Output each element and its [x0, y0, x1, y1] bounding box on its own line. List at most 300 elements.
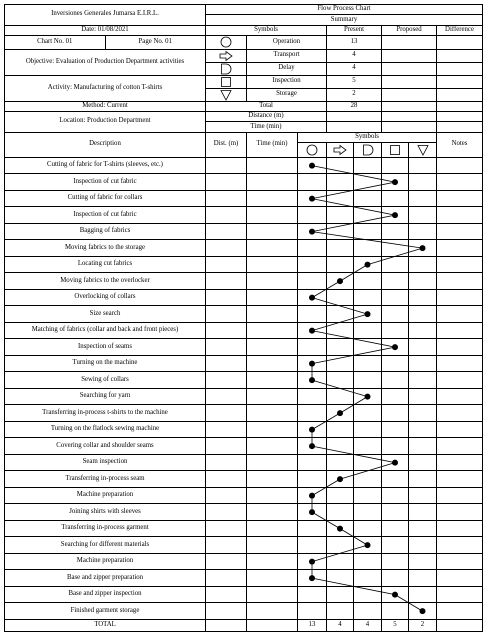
step-time — [247, 306, 298, 323]
step-time — [247, 421, 298, 438]
step-notes — [437, 405, 483, 422]
step-symbol-cell — [409, 289, 437, 306]
step-time — [247, 487, 298, 504]
step-notes — [437, 504, 483, 521]
page-number: Page No. 01 — [138, 37, 172, 45]
step-distance — [206, 421, 247, 438]
step-notes — [437, 570, 483, 587]
step-row — [5, 306, 483, 323]
step-symbol-cell — [354, 190, 382, 207]
step-symbol-cell — [409, 504, 437, 521]
step-time — [247, 537, 298, 554]
step-symbol-cell — [409, 471, 437, 488]
step-symbol-cell — [354, 405, 382, 422]
step-symbol-cell — [382, 504, 409, 521]
step-distance — [206, 553, 247, 570]
step-time — [247, 256, 298, 273]
step-symbol-cell — [382, 372, 409, 389]
step-description: Machine preparation — [5, 553, 206, 570]
step-row — [5, 388, 483, 405]
step-symbol-cell — [298, 157, 327, 174]
step-row — [5, 586, 483, 603]
summary-label-storage: Storage — [247, 88, 327, 101]
step-description: Locating cut fabrics — [5, 256, 206, 273]
step-distance — [206, 504, 247, 521]
step-symbol-cell — [327, 240, 354, 257]
step-row — [5, 355, 483, 372]
step-symbol-cell — [409, 553, 437, 570]
step-symbol-cell — [354, 256, 382, 273]
step-distance — [206, 240, 247, 257]
symbols-col-header: Symbols — [206, 25, 327, 35]
step-symbol-cell — [382, 223, 409, 240]
step-time — [247, 520, 298, 537]
step-symbol-cell — [354, 520, 382, 537]
step-distance — [206, 190, 247, 207]
flow-process-table — [4, 4, 483, 632]
step-time — [247, 438, 298, 455]
col-operation-icon — [298, 142, 327, 157]
step-symbol-cell — [409, 537, 437, 554]
step-symbol-cell — [327, 570, 354, 587]
step-description: Seam inspection — [5, 454, 206, 471]
step-description: Size search — [5, 306, 206, 323]
step-symbol-cell — [409, 603, 437, 620]
step-notes — [437, 553, 483, 570]
step-symbol-cell — [409, 454, 437, 471]
step-symbol-cell — [354, 504, 382, 521]
step-row — [5, 454, 483, 471]
step-symbol-cell — [298, 471, 327, 488]
step-distance — [206, 586, 247, 603]
total-count: 4 — [327, 619, 354, 631]
step-distance — [206, 454, 247, 471]
summary-present-delay: 4 — [327, 62, 382, 75]
step-symbol-cell — [327, 207, 354, 224]
step-symbol-cell — [354, 355, 382, 372]
step-time — [247, 157, 298, 174]
step-symbol-cell — [327, 174, 354, 191]
step-symbol-cell — [327, 355, 354, 372]
step-symbol-cell — [354, 157, 382, 174]
proposed-col-header: Proposed — [382, 25, 437, 35]
step-symbol-cell — [354, 273, 382, 290]
step-symbol-cell — [327, 289, 354, 306]
step-symbol-cell — [409, 223, 437, 240]
step-symbol-cell — [327, 520, 354, 537]
step-distance — [206, 289, 247, 306]
step-symbol-cell — [298, 553, 327, 570]
step-symbol-cell — [298, 405, 327, 422]
step-symbol-cell — [327, 471, 354, 488]
step-symbol-cell — [298, 355, 327, 372]
transport-arrow-icon — [206, 49, 247, 62]
step-distance — [206, 520, 247, 537]
step-symbol-cell — [354, 372, 382, 389]
time-label: Time (min) — [206, 122, 327, 132]
step-notes — [437, 586, 483, 603]
step-symbol-cell — [298, 504, 327, 521]
step-symbol-cell — [298, 537, 327, 554]
step-notes — [437, 372, 483, 389]
symbols-group-header: Symbols — [298, 132, 437, 142]
step-distance — [206, 372, 247, 389]
step-symbol-cell — [382, 322, 409, 339]
step-symbol-cell — [354, 537, 382, 554]
step-row — [5, 471, 483, 488]
step-symbol-cell — [327, 553, 354, 570]
step-symbol-cell — [327, 322, 354, 339]
step-symbol-cell — [382, 306, 409, 323]
step-description: Moving fabrics to the overlocker — [5, 273, 206, 290]
step-symbol-cell — [298, 273, 327, 290]
step-description: Searching for different materials — [5, 537, 206, 554]
step-row — [5, 240, 483, 257]
step-time — [247, 553, 298, 570]
step-symbol-cell — [298, 438, 327, 455]
step-symbol-cell — [298, 372, 327, 389]
step-row — [5, 289, 483, 306]
summary-total-present: 28 — [327, 101, 382, 111]
step-symbol-cell — [409, 372, 437, 389]
step-symbol-cell — [409, 438, 437, 455]
step-symbol-cell — [382, 273, 409, 290]
step-time — [247, 388, 298, 405]
step-symbol-cell — [354, 454, 382, 471]
step-symbol-cell — [409, 520, 437, 537]
present-col-header: Present — [327, 25, 382, 35]
step-row — [5, 603, 483, 620]
step-symbol-cell — [354, 174, 382, 191]
step-symbol-cell — [298, 207, 327, 224]
step-time — [247, 570, 298, 587]
step-symbol-cell — [354, 306, 382, 323]
step-distance — [206, 339, 247, 356]
step-notes — [437, 174, 483, 191]
step-notes — [437, 454, 483, 471]
step-symbol-cell — [298, 223, 327, 240]
total-count: 2 — [409, 619, 437, 631]
step-time — [247, 273, 298, 290]
step-notes — [437, 256, 483, 273]
step-row — [5, 438, 483, 455]
step-symbol-cell — [409, 157, 437, 174]
description-col-header: Description — [5, 132, 206, 157]
step-row — [5, 339, 483, 356]
step-distance — [206, 438, 247, 455]
step-symbol-cell — [298, 454, 327, 471]
step-description: Bagging of fabrics — [5, 223, 206, 240]
step-symbol-cell — [298, 388, 327, 405]
step-distance — [206, 157, 247, 174]
step-description: Sewing of collars — [5, 372, 206, 389]
step-symbol-cell — [382, 586, 409, 603]
step-symbol-cell — [409, 240, 437, 257]
step-row — [5, 520, 483, 537]
step-symbol-cell — [327, 339, 354, 356]
step-symbol-cell — [327, 421, 354, 438]
step-time — [247, 405, 298, 422]
step-description: Inspection of seams — [5, 339, 206, 356]
step-distance — [206, 570, 247, 587]
time-col-header: Time (min) — [247, 132, 298, 157]
step-symbol-cell — [409, 405, 437, 422]
step-symbol-cell — [298, 306, 327, 323]
step-symbol-cell — [298, 289, 327, 306]
step-symbol-cell — [409, 207, 437, 224]
step-description: Searching for yarn — [5, 388, 206, 405]
step-symbol-cell — [327, 388, 354, 405]
step-symbol-cell — [382, 207, 409, 224]
operation-icon — [206, 35, 247, 49]
step-symbol-cell — [382, 289, 409, 306]
step-description: Transferring in-process t-shirts to the machine — [5, 405, 206, 422]
step-notes — [437, 537, 483, 554]
step-symbol-cell — [298, 487, 327, 504]
step-symbol-cell — [298, 174, 327, 191]
step-time — [247, 174, 298, 191]
step-symbol-cell — [409, 273, 437, 290]
step-symbol-cell — [382, 438, 409, 455]
total-count: 4 — [354, 619, 382, 631]
step-description: Inspection of cut fabric — [5, 174, 206, 191]
step-symbol-cell — [382, 339, 409, 356]
step-row — [5, 570, 483, 587]
step-notes — [437, 339, 483, 356]
step-row — [5, 537, 483, 554]
step-symbol-cell — [327, 306, 354, 323]
summary-label-inspection: Inspection — [247, 75, 327, 88]
step-symbol-cell — [382, 570, 409, 587]
step-description: Machine preparation — [5, 487, 206, 504]
step-description: Moving fabrics to the storage — [5, 240, 206, 257]
step-symbol-cell — [409, 190, 437, 207]
step-description: Matching of fabrics (collar and back and front pieces) — [5, 322, 206, 339]
step-description: Cutting of fabric for collars — [5, 190, 206, 207]
col-inspection-square-icon — [382, 142, 409, 157]
step-notes — [437, 487, 483, 504]
dist-col-header: Dist. (m) — [206, 132, 247, 157]
step-notes — [437, 322, 483, 339]
step-time — [247, 322, 298, 339]
step-symbol-cell — [327, 190, 354, 207]
objective-cell: Objective: Evaluation of Production Department activities — [5, 49, 206, 75]
step-symbol-cell — [382, 174, 409, 191]
step-symbol-cell — [354, 223, 382, 240]
step-notes — [437, 289, 483, 306]
step-symbol-cell — [354, 487, 382, 504]
step-symbol-cell — [327, 256, 354, 273]
step-distance — [206, 537, 247, 554]
step-symbol-cell — [327, 223, 354, 240]
step-symbol-cell — [327, 405, 354, 422]
step-symbol-cell — [298, 421, 327, 438]
step-symbol-cell — [409, 487, 437, 504]
step-time — [247, 355, 298, 372]
step-time — [247, 207, 298, 224]
method-cell: Method: Current — [5, 101, 206, 111]
company-name: Inversiones Generales Jumarsa E.I.R.L. — [5, 5, 206, 26]
chart-title: Flow Process Chart — [206, 5, 483, 15]
difference-col-header: Difference — [437, 25, 483, 35]
chart-number: Chart No. 01 — [5, 36, 106, 49]
step-symbol-cell — [382, 603, 409, 620]
step-symbol-cell — [327, 157, 354, 174]
step-symbol-cell — [409, 256, 437, 273]
step-time — [247, 240, 298, 257]
step-row — [5, 322, 483, 339]
step-distance — [206, 471, 247, 488]
step-row — [5, 223, 483, 240]
step-notes — [437, 207, 483, 224]
step-distance — [206, 603, 247, 620]
step-description: Overlocking of collars — [5, 289, 206, 306]
step-distance — [206, 207, 247, 224]
step-symbol-cell — [298, 240, 327, 257]
step-distance — [206, 273, 247, 290]
step-symbol-cell — [409, 421, 437, 438]
step-symbol-cell — [327, 537, 354, 554]
summary-total-label: Total — [206, 101, 327, 111]
step-notes — [437, 421, 483, 438]
step-notes — [437, 355, 483, 372]
date-cell: Date: 01/08/2021 — [5, 25, 206, 35]
step-row — [5, 372, 483, 389]
step-distance — [206, 405, 247, 422]
totals-label: TOTAL — [5, 619, 206, 631]
step-symbol-cell — [354, 570, 382, 587]
summary-present-storage: 2 — [327, 88, 382, 101]
step-time — [247, 190, 298, 207]
step-row — [5, 157, 483, 174]
step-symbol-cell — [327, 438, 354, 455]
step-symbol-cell — [298, 603, 327, 620]
activity-cell: Activity: Manufacturing of cotton T-shirts — [5, 75, 206, 101]
summary-present-operation: 13 — [327, 35, 382, 49]
step-description: Covering collar and shoulder seams — [5, 438, 206, 455]
step-description: Joining shirts with sleeves — [5, 504, 206, 521]
step-row — [5, 207, 483, 224]
summary-label-delay: Delay — [247, 62, 327, 75]
step-symbol-cell — [354, 207, 382, 224]
step-symbol-cell — [382, 454, 409, 471]
col-transport-arrow-icon — [327, 142, 354, 157]
step-notes — [437, 438, 483, 455]
step-symbol-cell — [298, 586, 327, 603]
step-notes — [437, 388, 483, 405]
distance-label: Distance (m) — [206, 111, 327, 121]
notes-col-header: Notes — [437, 132, 483, 157]
step-symbol-cell — [298, 322, 327, 339]
step-time — [247, 586, 298, 603]
total-count: 13 — [298, 619, 327, 631]
step-time — [247, 339, 298, 356]
step-symbol-cell — [298, 256, 327, 273]
delay-d-icon — [206, 62, 247, 75]
step-symbol-cell — [382, 388, 409, 405]
step-notes — [437, 240, 483, 257]
step-symbol-cell — [327, 586, 354, 603]
step-symbol-cell — [298, 339, 327, 356]
step-symbol-cell — [354, 553, 382, 570]
step-symbol-cell — [382, 256, 409, 273]
step-row — [5, 256, 483, 273]
step-symbol-cell — [354, 586, 382, 603]
step-symbol-cell — [354, 388, 382, 405]
col-storage-triangle-icon — [409, 142, 437, 157]
summary-label: Summary — [206, 15, 483, 25]
step-distance — [206, 355, 247, 372]
inspection-square-icon — [206, 75, 247, 88]
step-row — [5, 487, 483, 504]
step-description: Inspection of cut fabric — [5, 207, 206, 224]
step-symbol-cell — [354, 322, 382, 339]
step-notes — [437, 471, 483, 488]
step-symbol-cell — [409, 355, 437, 372]
step-description: Turning on the machine — [5, 355, 206, 372]
step-symbol-cell — [354, 471, 382, 488]
step-notes — [437, 603, 483, 620]
step-row — [5, 190, 483, 207]
step-symbol-cell — [354, 603, 382, 620]
step-symbol-cell — [327, 372, 354, 389]
step-description: Finished garment storage — [5, 603, 206, 620]
step-description: Transferring in-process seam — [5, 471, 206, 488]
step-symbol-cell — [382, 190, 409, 207]
step-distance — [206, 306, 247, 323]
step-time — [247, 372, 298, 389]
step-description: Base and zipper preparation — [5, 570, 206, 587]
summary-present-inspection: 5 — [327, 75, 382, 88]
step-distance — [206, 322, 247, 339]
step-symbol-cell — [382, 240, 409, 257]
totals-row — [5, 619, 483, 631]
step-symbol-cell — [298, 190, 327, 207]
step-symbol-cell — [354, 421, 382, 438]
step-time — [247, 454, 298, 471]
step-notes — [437, 273, 483, 290]
step-symbol-cell — [382, 553, 409, 570]
step-symbol-cell — [382, 157, 409, 174]
step-symbol-cell — [409, 339, 437, 356]
step-symbol-cell — [354, 339, 382, 356]
step-notes — [437, 306, 483, 323]
step-symbol-cell — [382, 471, 409, 488]
step-symbol-cell — [409, 174, 437, 191]
step-symbol-cell — [409, 388, 437, 405]
summary-label-transport: Transport — [247, 49, 327, 62]
step-symbol-cell — [327, 454, 354, 471]
step-distance — [206, 174, 247, 191]
total-count: 5 — [382, 619, 409, 631]
step-row — [5, 421, 483, 438]
step-symbol-cell — [382, 537, 409, 554]
step-notes — [437, 520, 483, 537]
step-notes — [437, 157, 483, 174]
step-description: Cutting of fabric for T-shirts (sleeves, etc.) — [5, 157, 206, 174]
step-symbol-cell — [354, 438, 382, 455]
step-distance — [206, 388, 247, 405]
step-symbol-cell — [382, 355, 409, 372]
step-symbol-cell — [382, 405, 409, 422]
step-symbol-cell — [382, 487, 409, 504]
step-row — [5, 273, 483, 290]
step-symbol-cell — [327, 504, 354, 521]
step-row — [5, 405, 483, 422]
step-description: Transferring in-process garment — [5, 520, 206, 537]
step-time — [247, 504, 298, 521]
step-description: Base and zipper inspection — [5, 586, 206, 603]
